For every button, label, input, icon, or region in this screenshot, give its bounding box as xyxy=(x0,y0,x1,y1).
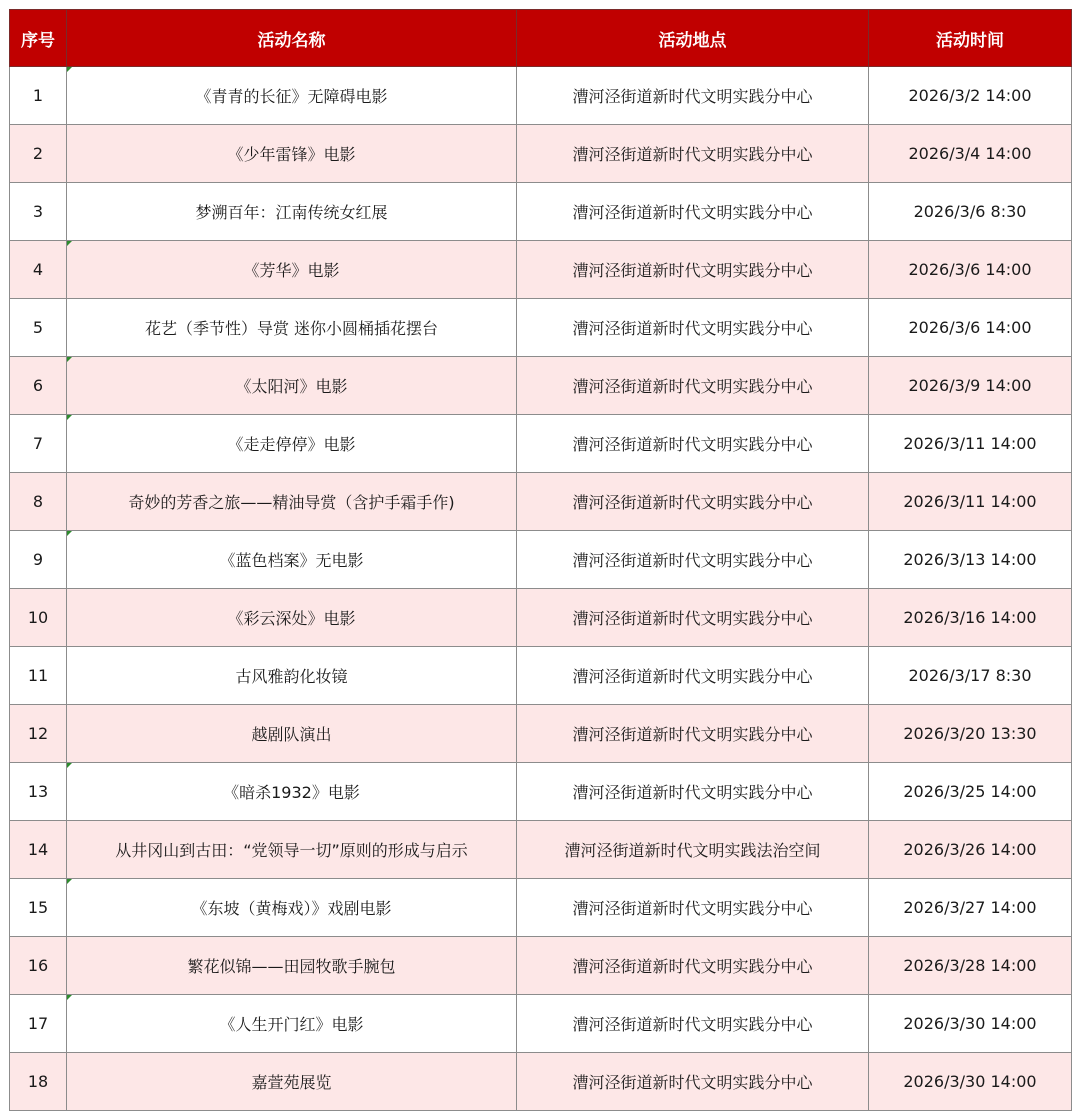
activity-name-text: 繁花似锦——田园牧歌手腕包 xyxy=(187,957,396,976)
activity-location-cell xyxy=(517,647,869,705)
serial-number-text: 14 xyxy=(27,840,49,859)
table-row xyxy=(10,299,1072,357)
table-row xyxy=(10,879,1072,937)
activity-location-text: 漕河泾街道新时代文明实践分中心 xyxy=(572,145,813,164)
serial-number-text: 6 xyxy=(32,376,44,395)
activity-name-cell xyxy=(67,995,517,1053)
activity-time-cell xyxy=(869,705,1072,763)
activity-location-text: 漕河泾街道新时代文明实践分中心 xyxy=(572,435,813,454)
serial-number-cell xyxy=(10,1053,67,1111)
activity-name-text: 《太阳河》电影 xyxy=(235,377,348,396)
activity-time-text: 2026/3/2 14:00 xyxy=(908,86,1032,105)
serial-number-text: 4 xyxy=(32,260,44,279)
activity-name-text: 《蓝色档案》无电影 xyxy=(219,551,364,570)
table-row xyxy=(10,183,1072,241)
cell-comment-marker xyxy=(67,415,72,420)
activity-location-cell xyxy=(517,125,869,183)
serial-number-cell xyxy=(10,183,67,241)
activity-time-cell xyxy=(869,531,1072,589)
serial-number-cell xyxy=(10,705,67,763)
activity-location-cell xyxy=(517,705,869,763)
activity-time-cell xyxy=(869,241,1072,299)
table-row xyxy=(10,357,1072,415)
activity-name-cell xyxy=(67,531,517,589)
activity-time-cell xyxy=(869,183,1072,241)
serial-number-text: 18 xyxy=(27,1072,49,1091)
activity-name-cell xyxy=(67,473,517,531)
activity-location-cell xyxy=(517,473,869,531)
activity-location-cell xyxy=(517,1053,869,1111)
activity-location-cell xyxy=(517,415,869,473)
activity-location-text: 漕河泾街道新时代文明实践分中心 xyxy=(572,493,813,512)
activity-time-text: 2026/3/6 14:00 xyxy=(908,260,1032,279)
activity-name-text: 《彩云深处》电影 xyxy=(227,609,356,628)
activity-time-text: 2026/3/26 14:00 xyxy=(903,840,1037,859)
serial-number-cell xyxy=(10,647,67,705)
activity-name-cell xyxy=(67,357,517,415)
activity-location-cell xyxy=(517,241,869,299)
activity-name-text: 越剧队演出 xyxy=(251,725,332,744)
activity-name-text: 《东坡（黄梅戏）》戏剧电影 xyxy=(191,899,392,918)
activity-time-cell xyxy=(869,589,1072,647)
activity-time-text: 2026/3/9 14:00 xyxy=(908,376,1032,395)
serial-number-cell xyxy=(10,879,67,937)
table-row xyxy=(10,415,1072,473)
table-body xyxy=(10,67,1072,1111)
activity-name-text: 《暗杀1932》电影 xyxy=(223,783,360,802)
activity-name-cell xyxy=(67,821,517,879)
activity-location-cell xyxy=(517,531,869,589)
activity-name-text: 《青青的长征》无障碍电影 xyxy=(195,87,388,106)
serial-number-cell xyxy=(10,415,67,473)
cell-comment-marker xyxy=(67,531,72,536)
activity-name-text: 《芳华》电影 xyxy=(243,261,340,280)
activity-time-text: 2026/3/25 14:00 xyxy=(903,782,1037,801)
activity-location-text: 漕河泾街道新时代文明实践分中心 xyxy=(572,551,813,570)
serial-number-text: 9 xyxy=(32,550,44,569)
activity-name-text: 从井冈山到古田：“党领导一切”原则的形成与启示 xyxy=(115,841,468,860)
activity-location-text: 漕河泾街道新时代文明实践分中心 xyxy=(572,1015,813,1034)
activity-schedule-table xyxy=(9,9,1072,1111)
activity-name-cell xyxy=(67,589,517,647)
activity-time-cell xyxy=(869,67,1072,125)
schedule-table-container xyxy=(9,9,1072,1111)
activity-location-text: 漕河泾街道新时代文明实践分中心 xyxy=(572,87,813,106)
activity-location-cell xyxy=(517,357,869,415)
header-activity-time: 活动时间 xyxy=(869,10,1072,67)
activity-location-cell xyxy=(517,299,869,357)
activity-name-text: 《少年雷锋》电影 xyxy=(227,145,356,164)
serial-number-text: 5 xyxy=(32,318,44,337)
activity-name-cell xyxy=(67,1053,517,1111)
serial-number-text: 17 xyxy=(27,1014,49,1033)
activity-time-cell xyxy=(869,763,1072,821)
activity-time-text: 2026/3/11 14:00 xyxy=(903,492,1037,511)
cell-comment-marker xyxy=(67,879,72,884)
table-row xyxy=(10,241,1072,299)
activity-location-text: 漕河泾街道新时代文明实践分中心 xyxy=(572,261,813,280)
serial-number-cell xyxy=(10,531,67,589)
table-row xyxy=(10,821,1072,879)
table-row xyxy=(10,937,1072,995)
activity-location-text: 漕河泾街道新时代文明实践分中心 xyxy=(572,783,813,802)
activity-time-text: 2026/3/16 14:00 xyxy=(903,608,1037,627)
activity-location-text: 漕河泾街道新时代文明实践分中心 xyxy=(572,725,813,744)
activity-location-text: 漕河泾街道新时代文明实践分中心 xyxy=(572,899,813,918)
activity-name-cell xyxy=(67,415,517,473)
table-row xyxy=(10,531,1072,589)
table-row xyxy=(10,67,1072,125)
serial-number-text: 13 xyxy=(27,782,49,801)
serial-number-text: 7 xyxy=(32,434,44,453)
serial-number-cell xyxy=(10,995,67,1053)
activity-time-text: 2026/3/11 14:00 xyxy=(903,434,1037,453)
activity-time-cell xyxy=(869,879,1072,937)
activity-time-text: 2026/3/13 14:00 xyxy=(903,550,1037,569)
serial-number-text: 10 xyxy=(27,608,49,627)
serial-number-cell xyxy=(10,241,67,299)
activity-name-cell xyxy=(67,241,517,299)
table-row xyxy=(10,589,1072,647)
activity-time-text: 2026/3/20 13:30 xyxy=(903,724,1037,743)
table-row xyxy=(10,995,1072,1053)
activity-location-cell xyxy=(517,589,869,647)
cell-comment-marker xyxy=(67,995,72,1000)
activity-location-cell xyxy=(517,995,869,1053)
activity-name-text: 《人生开门红》电影 xyxy=(219,1015,364,1034)
cell-comment-marker xyxy=(67,241,72,246)
activity-time-cell xyxy=(869,937,1072,995)
activity-location-text: 漕河泾街道新时代文明实践分中心 xyxy=(572,667,813,686)
activity-location-text: 漕河泾街道新时代文明实践分中心 xyxy=(572,377,813,396)
activity-time-cell xyxy=(869,415,1072,473)
serial-number-cell xyxy=(10,821,67,879)
cell-comment-marker xyxy=(67,67,72,72)
serial-number-cell xyxy=(10,67,67,125)
table-row xyxy=(10,1053,1072,1111)
activity-time-text: 2026/3/30 14:00 xyxy=(903,1014,1037,1033)
activity-time-text: 2026/3/17 8:30 xyxy=(908,666,1032,685)
serial-number-text: 1 xyxy=(32,86,44,105)
activity-location-cell xyxy=(517,879,869,937)
table-row xyxy=(10,473,1072,531)
activity-time-cell xyxy=(869,1053,1072,1111)
activity-location-text: 漕河泾街道新时代文明实践分中心 xyxy=(572,203,813,222)
serial-number-cell xyxy=(10,299,67,357)
activity-time-text: 2026/3/4 14:00 xyxy=(908,144,1032,163)
activity-name-cell xyxy=(67,879,517,937)
activity-name-text: 梦溯百年：江南传统女红展 xyxy=(195,203,388,222)
serial-number-text: 12 xyxy=(27,724,49,743)
header-serial-number: 序号 xyxy=(10,10,67,67)
serial-number-text: 15 xyxy=(27,898,49,917)
activity-time-text: 2026/3/30 14:00 xyxy=(903,1072,1037,1091)
activity-location-text: 漕河泾街道新时代文明实践分中心 xyxy=(572,609,813,628)
serial-number-cell xyxy=(10,589,67,647)
activity-time-text: 2026/3/27 14:00 xyxy=(903,898,1037,917)
activity-name-cell xyxy=(67,125,517,183)
activity-name-text: 奇妙的芳香之旅——精油导赏（含护手霜手作) xyxy=(128,493,455,512)
activity-location-cell xyxy=(517,937,869,995)
header-row xyxy=(10,10,1072,67)
activity-location-text: 漕河泾街道新时代文明实践法治空间 xyxy=(564,841,821,860)
activity-name-cell xyxy=(67,299,517,357)
table-row xyxy=(10,705,1072,763)
activity-name-text: 嘉萱苑展览 xyxy=(251,1073,332,1092)
activity-time-cell xyxy=(869,357,1072,415)
activity-name-text: 《走走停停》电影 xyxy=(227,435,356,454)
header-activity-location: 活动地点 xyxy=(517,10,869,67)
activity-location-cell xyxy=(517,763,869,821)
activity-name-cell xyxy=(67,705,517,763)
serial-number-cell xyxy=(10,473,67,531)
activity-time-cell xyxy=(869,995,1072,1053)
activity-location-text: 漕河泾街道新时代文明实践分中心 xyxy=(572,1073,813,1092)
activity-location-cell xyxy=(517,183,869,241)
cell-comment-marker xyxy=(67,763,72,768)
activity-time-text: 2026/3/28 14:00 xyxy=(903,956,1037,975)
activity-time-cell xyxy=(869,473,1072,531)
activity-time-cell xyxy=(869,821,1072,879)
activity-name-cell xyxy=(67,937,517,995)
activity-time-cell xyxy=(869,125,1072,183)
activity-location-text: 漕河泾街道新时代文明实践分中心 xyxy=(572,957,813,976)
activity-name-text: 花艺（季节性）导赏 迷你小圆桶插花摆台 xyxy=(144,319,439,338)
serial-number-text: 16 xyxy=(27,956,49,975)
serial-number-cell xyxy=(10,357,67,415)
activity-name-cell xyxy=(67,763,517,821)
table-row xyxy=(10,125,1072,183)
serial-number-text: 2 xyxy=(32,144,44,163)
activity-name-text: 古风雅韵化妆镜 xyxy=(235,667,348,686)
activity-name-cell xyxy=(67,183,517,241)
activity-location-text: 漕河泾街道新时代文明实践分中心 xyxy=(572,319,813,338)
serial-number-text: 3 xyxy=(32,202,44,221)
serial-number-cell xyxy=(10,937,67,995)
activity-name-cell xyxy=(67,67,517,125)
activity-time-cell xyxy=(869,647,1072,705)
activity-location-cell xyxy=(517,821,869,879)
cell-comment-marker xyxy=(67,357,72,362)
serial-number-text: 8 xyxy=(32,492,44,511)
serial-number-text: 11 xyxy=(27,666,49,685)
activity-time-cell xyxy=(869,299,1072,357)
activity-location-cell xyxy=(517,67,869,125)
table-row xyxy=(10,647,1072,705)
activity-time-text: 2026/3/6 8:30 xyxy=(913,202,1027,221)
activity-name-cell xyxy=(67,647,517,705)
serial-number-cell xyxy=(10,125,67,183)
serial-number-cell xyxy=(10,763,67,821)
activity-time-text: 2026/3/6 14:00 xyxy=(908,318,1032,337)
table-header xyxy=(10,10,1072,67)
header-activity-name: 活动名称 xyxy=(67,10,517,67)
table-row xyxy=(10,763,1072,821)
